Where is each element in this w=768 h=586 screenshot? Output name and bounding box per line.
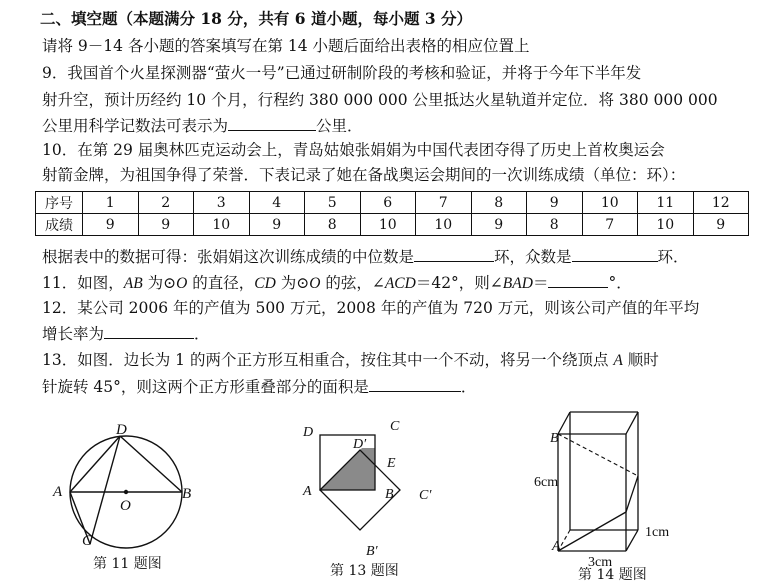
table-cell: 10 — [638, 214, 694, 236]
label-a: A — [53, 484, 63, 500]
q13-answer-blank[interactable] — [369, 376, 461, 392]
q9-line3-post: 公里． — [316, 117, 363, 135]
q13-line1 — [42, 350, 659, 371]
q13-line1-post: 顺时 — [622, 351, 659, 369]
q11-ab: AB — [123, 275, 143, 292]
figure-14-caption: 第 14 题图 — [578, 567, 647, 583]
table-cell: 9 — [249, 214, 305, 236]
q11-t6: ＝ — [532, 274, 549, 292]
q10-line1: 10．在第 29 届奥林匹克运动会上，青岛姑娘张娟娟为中国代表团夺得了历史上首枚奥运会 — [42, 141, 665, 159]
figure-14 — [530, 404, 690, 569]
label-b: B — [550, 431, 559, 446]
label-height: 6cm — [534, 475, 559, 490]
table-cell: 10 — [194, 214, 250, 236]
q12-line2-pre: 增长率为 — [42, 325, 105, 343]
q11-o2: O — [309, 275, 321, 292]
table-cell: 8 — [527, 214, 583, 236]
median-answer-blank[interactable] — [414, 246, 494, 262]
q11-bad: BAD — [502, 275, 533, 292]
table-cell: 8 — [471, 192, 527, 214]
label-width: 3cm — [588, 555, 613, 570]
q11-t7: °． — [608, 274, 632, 292]
table-row-label: 序号 — [36, 192, 83, 214]
q9-line3-pre: 公里用科学记数法可表示为 — [42, 117, 229, 135]
label-b: B — [385, 487, 394, 502]
label-d: D — [116, 422, 127, 438]
table-cell: 11 — [638, 192, 694, 214]
q11-t1: 为⊙ — [142, 274, 177, 292]
mode-answer-blank[interactable] — [572, 246, 658, 262]
figure-13-caption: 第 13 题图 — [330, 563, 399, 579]
q11-t5: ＝42°，则∠ — [415, 274, 503, 292]
table-cell: 1 — [83, 192, 139, 214]
table-cell: 10 — [416, 214, 472, 236]
edge — [558, 412, 570, 434]
table-cell: 9 — [693, 214, 749, 236]
table-cell: 10 — [360, 214, 416, 236]
q10-after-pre: 根据表中的数据可得：张娟娟这次训练成绩的中位数是 — [42, 248, 415, 266]
q11-acd: ACD — [384, 275, 416, 292]
table-row-label: 成绩 — [36, 214, 83, 236]
table-cell: 9 — [138, 214, 194, 236]
table-cell: 10 — [582, 192, 638, 214]
label-b-prime: B′ — [366, 544, 378, 559]
score-table — [35, 191, 749, 236]
section-instruction: 请将 9－14 各小题的答案填写在第 14 小题后面给出表格的相应位置上 — [42, 37, 530, 55]
q10-after-mid: 环，众数是 — [494, 248, 572, 266]
q9-line2: 射升空，预计历经约 10 个月，行程约 380 000 000 公里抵达火星轨道并定位．将 380 000 000 — [42, 91, 718, 109]
table-cell: 2 — [138, 192, 194, 214]
edge — [626, 530, 638, 551]
figure-11-caption: 第 11 题图 — [93, 556, 162, 572]
q9-line3 — [42, 115, 363, 136]
table-cell: 9 — [83, 214, 139, 236]
q11-num: 11．如图， — [42, 274, 124, 292]
figure-13 — [290, 412, 460, 572]
q11-t2: 的直径， — [187, 274, 255, 292]
label-a: A — [552, 539, 561, 554]
q10-line2: 射箭金牌，为祖国争得了荣誉．下表记录了她在备战奥运会期间的一次训练成绩（单位：环）： — [42, 166, 686, 184]
q12-line1: 12．某公司 2006 年的产值为 500 万元，2008 年的产值为 720 万元，则该公司产值的年平均 — [42, 299, 700, 317]
label-c: C — [82, 533, 93, 549]
edge — [626, 412, 638, 434]
table-cell: 9 — [471, 214, 527, 236]
table-cell: 12 — [693, 192, 749, 214]
q11-o1: O — [176, 275, 188, 292]
q13-line2-post: ． — [460, 378, 477, 396]
table-cell: 6 — [360, 192, 416, 214]
overlap-region — [320, 448, 375, 490]
q11-answer-blank[interactable] — [548, 272, 608, 288]
q12-answer-blank[interactable] — [104, 323, 194, 339]
table-cell: 4 — [249, 192, 305, 214]
label-o: O — [120, 498, 131, 514]
q9-line1: 9．我国首个火星探测器“萤火一号”已通过研制阶段的考核和验证，并将于今年下半年发 — [42, 64, 642, 82]
label-b: B — [182, 486, 192, 502]
q11-line — [42, 272, 632, 294]
label-d-prime: D′ — [353, 437, 367, 452]
label-c-prime: C′ — [419, 488, 432, 503]
chord-db — [120, 436, 182, 492]
q12-line2-post: ． — [194, 325, 210, 343]
q13-line2-pre: 针旋转 45°，则这两个正方形重叠部分的面积是 — [42, 378, 369, 396]
label-depth: 1cm — [645, 525, 670, 540]
center-dot — [124, 490, 128, 494]
label-c: C — [390, 419, 400, 434]
table-cell: 9 — [527, 192, 583, 214]
q13-vertex-a: A — [613, 352, 623, 369]
table-cell: 7 — [582, 214, 638, 236]
q13-line1-pre: 13．如图．边长为 1 的两个正方形互相重合，按住其中一个不动，将另一个绕顶点 — [42, 351, 614, 369]
label-a: A — [303, 484, 312, 499]
q9-answer-blank[interactable] — [228, 115, 316, 131]
table-cell: 5 — [305, 192, 361, 214]
q11-t3: 为⊙ — [275, 274, 310, 292]
table-cell: 3 — [194, 192, 250, 214]
q11-cd: CD — [254, 275, 276, 292]
section-title: 二、填空题（本题满分 18 分，共有 6 道小题，每小题 3 分） — [40, 9, 473, 28]
table-row-numbers — [36, 192, 749, 214]
table-cell: 7 — [416, 192, 472, 214]
q10-after-post: 环． — [657, 248, 689, 266]
label-e: E — [387, 456, 396, 471]
label-d: D — [303, 425, 314, 440]
q12-line2 — [42, 323, 210, 344]
table-cell: 8 — [305, 214, 361, 236]
figure-11 — [40, 412, 220, 552]
q10-after — [42, 246, 689, 267]
table-row-scores — [36, 214, 749, 236]
q11-t4: 的弦，∠ — [320, 274, 385, 292]
q13-line2 — [42, 376, 476, 397]
